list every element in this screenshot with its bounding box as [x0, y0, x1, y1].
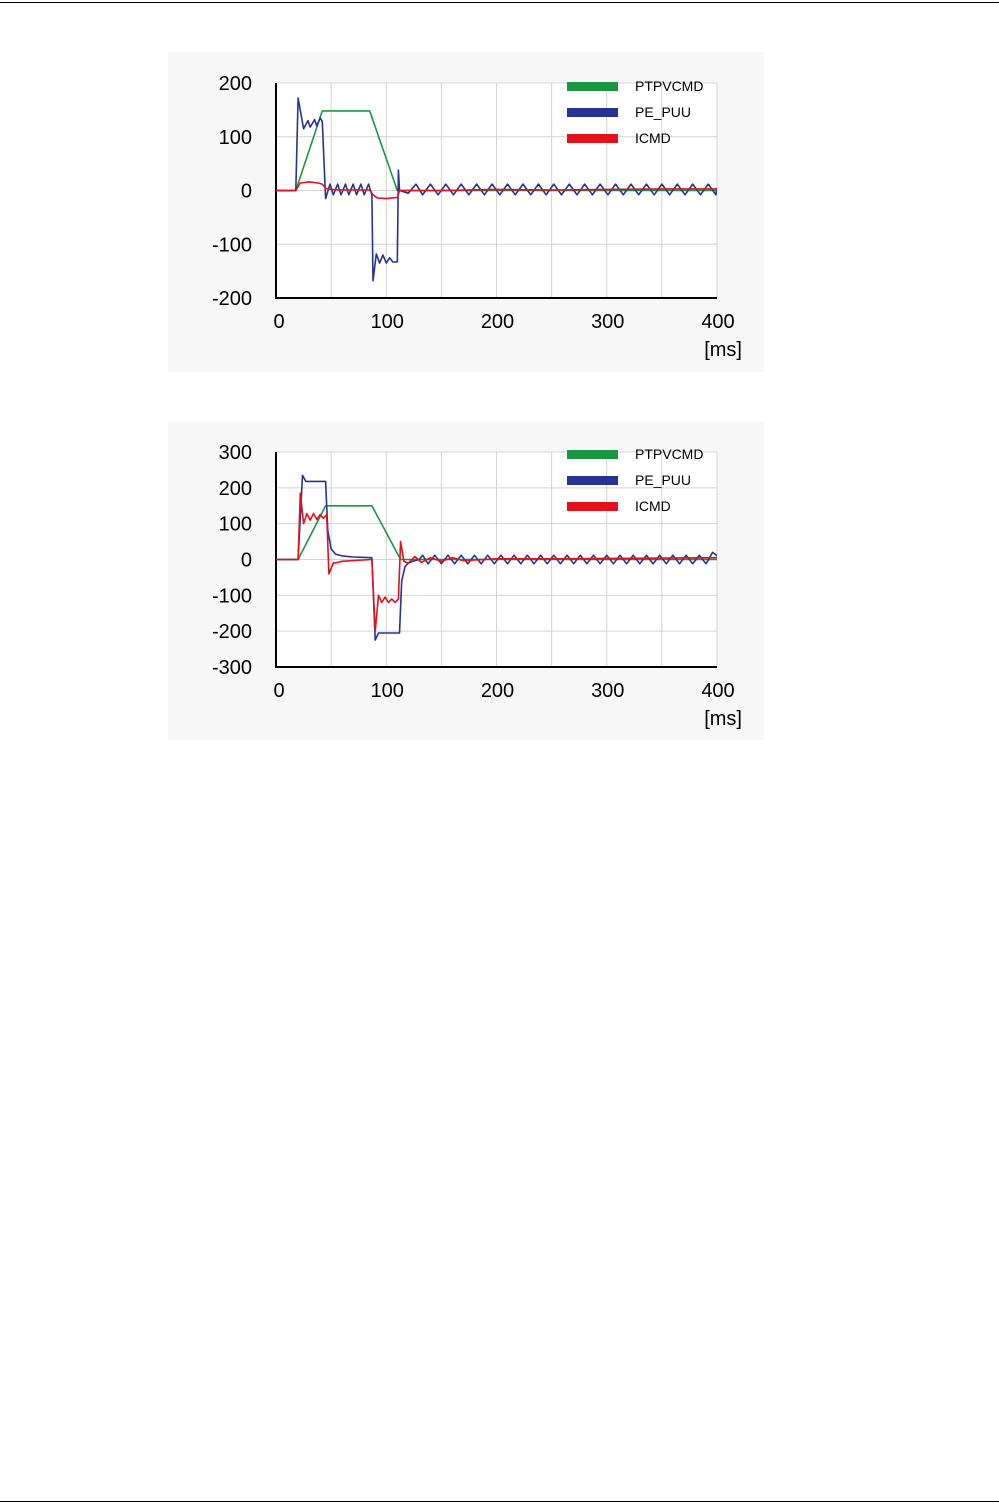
chart-1-legend-label-icmd: ICMD — [635, 130, 671, 146]
chart-1-legend-swatch-icmd — [567, 134, 618, 143]
chart-2-y-tick-label: 100 — [218, 513, 252, 536]
chart-2-legend-swatch-ptpvcmd — [567, 450, 618, 459]
chart-1-y-tick-label: -100 — [211, 234, 252, 257]
bottom-rule — [0, 1501, 999, 1502]
chart-1-legend-swatch-ptpvcmd — [567, 82, 618, 91]
chart-2-x-axis-label: [ms] — [704, 708, 742, 730]
chart-2-x-tick-label: 400 — [701, 680, 735, 702]
chart-2 — [168, 422, 764, 740]
chart-2-svg — [168, 422, 764, 740]
chart-1-x-tick-label: 0 — [273, 311, 285, 333]
chart-2-legend-label-icmd: ICMD — [635, 498, 671, 514]
chart-2-legend-label-pe-puu: PE_PUU — [635, 472, 692, 488]
chart-1-legend-label-ptpvcmd: PTPVCMD — [635, 78, 704, 94]
chart-2-y-tick-label: 200 — [218, 477, 252, 500]
chart-1-y-tick-label: 0 — [240, 180, 252, 203]
chart-1-legend-swatch-pe-puu — [567, 108, 618, 117]
chart-2-y-tick-label: 0 — [240, 549, 252, 572]
chart-1-x-tick-label: 200 — [480, 311, 515, 333]
chart-1-y-tick-label: 200 — [218, 73, 252, 95]
chart-1-y-tick-label: -200 — [211, 288, 252, 310]
chart-2-y-tick-label: -300 — [211, 657, 252, 679]
chart-1-x-tick-label: 100 — [370, 311, 404, 333]
chart-1 — [168, 52, 764, 372]
chart-2-y-tick-label: -200 — [211, 621, 252, 644]
chart-2-legend-swatch-pe-puu — [567, 476, 618, 485]
chart-2-legend-swatch-icmd — [567, 502, 618, 511]
chart-1-x-axis-label: [ms] — [704, 339, 742, 361]
chart-1-x-tick-label: 300 — [591, 311, 625, 333]
chart-1-svg — [168, 52, 764, 372]
chart-2-legend-label-ptpvcmd: PTPVCMD — [635, 446, 704, 462]
chart-2-y-tick-label: 300 — [218, 442, 252, 464]
chart-1-legend-label-pe-puu: PE_PUU — [635, 104, 692, 120]
chart-2-y-tick-label: -100 — [211, 585, 252, 608]
chart-1-y-tick-label: 100 — [218, 126, 252, 149]
chart-2-x-tick-label: 100 — [370, 680, 404, 702]
chart-2-x-tick-label: 300 — [591, 680, 625, 702]
top-rule — [0, 2, 999, 3]
chart-1-x-tick-label: 400 — [701, 311, 735, 333]
chart-2-x-tick-label: 200 — [480, 680, 515, 702]
chart-2-x-tick-label: 0 — [273, 680, 285, 702]
